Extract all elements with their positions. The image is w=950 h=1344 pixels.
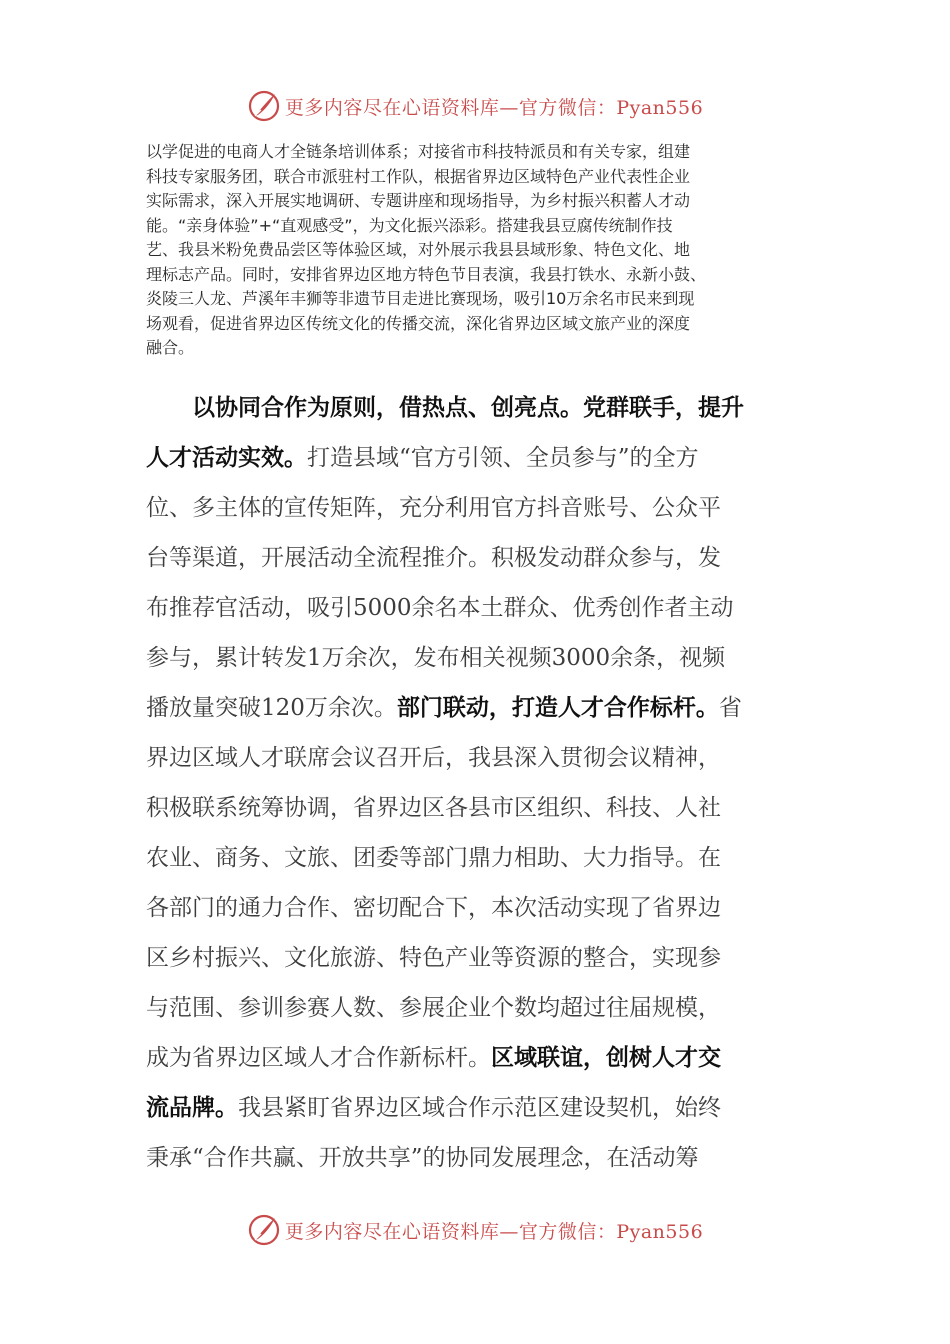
body-text: 打造县域“官方引领、全员参与”的全方 [307, 445, 699, 471]
body-text: 省 [718, 695, 742, 721]
body-text: 我县紧盯省界边区域合作示范区建设契机，始终 [238, 1095, 721, 1121]
intro-line: 融合。 [146, 338, 195, 357]
bold-heading-text: 部门联动，打造人才合作标杆。 [396, 695, 719, 721]
body-text: 区乡村振兴、文化旅游、特色产业等资源的整合，实现参 [146, 945, 721, 971]
intro-line: 场观看，促进省界边区传统文化的传播交流，深化省界边区域文旅产业的深度 [146, 313, 691, 333]
body-text: 参与，累计转发1万余次，发布相关视频3000余条，视频 [146, 645, 726, 671]
quill-logo-icon [247, 89, 281, 123]
bold-heading-text: 以协同合作为原则，借热点、创亮点。党群联手，提升 [146, 395, 744, 421]
bold-heading-text: 区域联谊，创树人才交 [491, 1045, 721, 1071]
header-banner [0, 86, 950, 126]
body-line [146, 483, 810, 533]
footer-banner [0, 1210, 950, 1250]
bold-heading-text: 流品牌。 [146, 1095, 238, 1121]
intro-line: 炎陵三人龙、芦溪年丰狮等非遗节目走进比赛现场，吸引10万余名市民来到现 [146, 289, 695, 308]
main-paragraph [146, 383, 810, 1183]
intro-line: 艺、我县米粉免费品尝区等体验区域，对外展示我县县域形象、特色文化、地 [146, 240, 691, 259]
body-text: 台等渠道，开展活动全流程推介。积极发动群众参与，发 [146, 545, 721, 571]
body-line [146, 533, 810, 583]
body-text: 农业、商务、文旅、团委等部门鼎力相助、大力指导。在 [146, 845, 721, 871]
intro-line: 实际需求，深入开展实地调研、专题讲座和现场指导，为乡村振兴积蓄人才动 [146, 191, 691, 210]
body-text: 秉承“合作共赢、开放共享”的协同发展理念，在活动筹 [146, 1145, 699, 1171]
body-line [146, 883, 810, 933]
body-text: 界边区域人才联席会议召开后，我县深入贯彻会议精神， [146, 745, 721, 771]
intro-line: 理标志产品。同时，安排省界边区地方特色节目表演，我县打铁水、永新小鼓、 [146, 264, 707, 284]
intro-paragraph [146, 140, 810, 361]
body-line [146, 1133, 810, 1183]
body-text: 播放量突破120万余次。 [146, 695, 397, 721]
intro-line: 能。“亲身体验”+“直观感受”，为文化振兴添彩。搭建我县豆腐传统制作技 [146, 215, 673, 235]
body-text: 各部门的通力合作、密切配合下，本次活动实现了省界边 [146, 895, 721, 921]
body-line [146, 683, 810, 733]
body-text: 成为省界边区域人才合作新标杆。 [146, 1045, 491, 1071]
intro-line: 以学促进的电商人才全链条培训体系；对接省市科技特派员和有关专家，组建 [146, 142, 691, 161]
header-text: 更多内容尽在心语资料库—官方微信：Pyan556 [284, 96, 704, 119]
quill-logo-icon [247, 1213, 281, 1247]
body-line [146, 433, 810, 483]
footer-text: 更多内容尽在心语资料库—官方微信：Pyan556 [284, 1220, 704, 1243]
intro-line: 科技专家服务团，联合市派驻村工作队，根据省界边区域特色产业代表性企业 [146, 166, 691, 186]
body-line [146, 583, 810, 633]
body-text: 积极联系统筹协调，省界边区各县市区组织、科技、人社 [146, 795, 721, 821]
body-line [146, 383, 810, 433]
body-line [146, 1083, 810, 1133]
body-line [146, 933, 810, 983]
bold-heading-text: 人才活动实效。 [146, 445, 307, 471]
body-line [146, 733, 810, 783]
body-line [146, 633, 810, 683]
body-line [146, 1033, 810, 1083]
body-line [146, 783, 810, 833]
body-line [146, 983, 810, 1033]
body-text: 与范围、参训参赛人数、参展企业个数均超过往届规模， [146, 995, 721, 1021]
body-text: 布推荐官活动，吸引5000余名本土群众、优秀创作者主动 [146, 595, 734, 621]
body-line [146, 833, 810, 883]
body-text: 位、多主体的宣传矩阵，充分利用官方抖音账号、公众平 [146, 495, 721, 521]
